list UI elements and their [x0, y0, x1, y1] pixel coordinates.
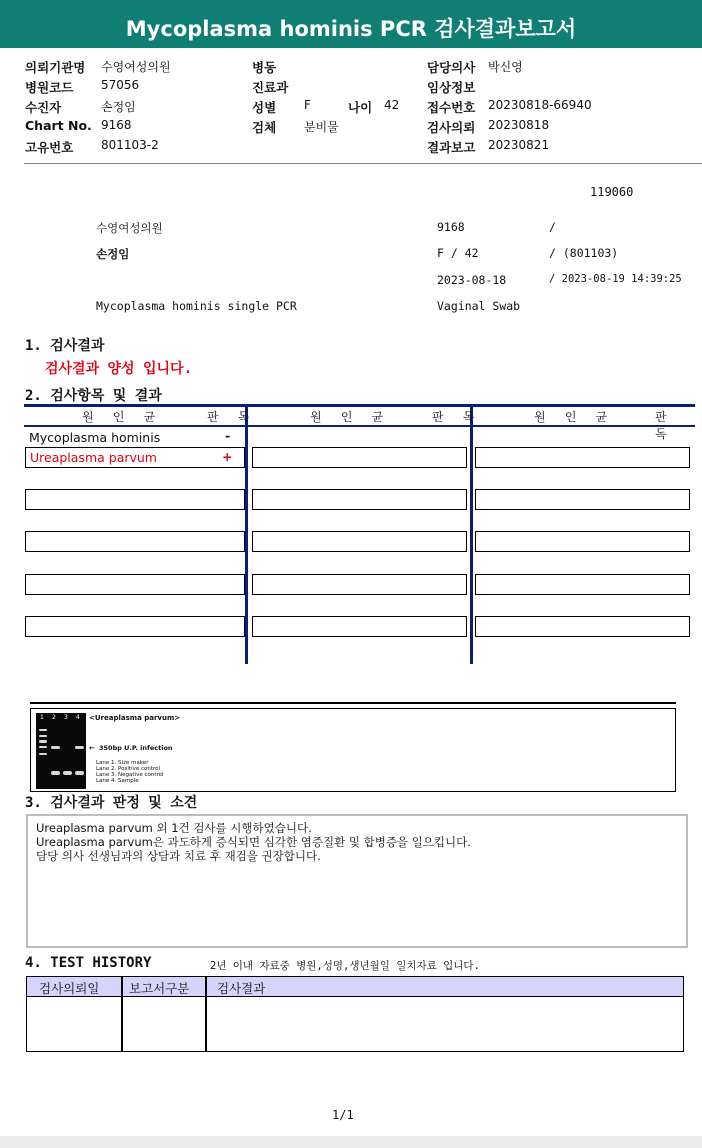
header-right: [427, 56, 687, 156]
gel-band: [75, 771, 84, 775]
result-cell-empty: [475, 616, 690, 637]
comment-line: 담당 의사 선생님과의 상담과 치료 후 재검을 권장합니다.: [36, 849, 321, 863]
gel-legend-item: Lane 1. Size maker: [96, 760, 149, 766]
col-header-judgement-3: 판 독: [655, 410, 673, 441]
history-col-divider: [205, 977, 207, 1051]
result-cell-empty: [25, 489, 245, 510]
result-cell-empty: [252, 447, 467, 468]
gel-band: [39, 735, 47, 737]
section4-title: 4. TEST HISTORY: [25, 955, 152, 971]
value-specimen: 분비물: [304, 120, 339, 134]
result-name-ureaplasma-parvum: Ureaplasma parvum: [30, 450, 157, 465]
summary-slash: /: [549, 220, 556, 234]
gel-top-rule: [30, 702, 676, 704]
summary-chart: 9168: [437, 220, 465, 234]
value-requesting-institution: 수영여성의원: [101, 60, 171, 74]
section1-title: 1. 검사결과: [25, 338, 105, 354]
history-col-request-date: 검사의뢰일: [39, 981, 100, 996]
result-table-divider-1: [245, 404, 248, 664]
summary-specimen: Vaginal Swab: [437, 299, 521, 313]
label-attending-doctor: 담당의사: [427, 60, 476, 75]
summary-report-datetime: / 2023-08-19 14:39:25: [549, 273, 682, 285]
summary-sex-age: F / 42: [437, 246, 479, 260]
result-table-divider-2: [470, 404, 473, 664]
value-attending-doctor: 박신영: [488, 60, 523, 74]
history-note: 2년 이내 자료중 병원,성명,생년월일 일치자료 입니다.: [210, 960, 480, 972]
label-chart-no: Chart No.: [25, 118, 92, 133]
result-positive-text: 검사결과 양성 입니다.: [45, 361, 193, 377]
label-ward: 병동: [252, 60, 277, 75]
result-cell-empty: [252, 616, 467, 637]
header-middle: [252, 56, 422, 136]
gel-legend-item: Lane 2. Positive control: [96, 766, 161, 772]
col-header-judgement-1: 판 독: [207, 410, 256, 424]
label-age: 나이: [348, 100, 373, 115]
label-hospital-code: 병원코드: [25, 80, 74, 95]
summary-patient: 손정임: [96, 247, 130, 261]
report-title: Mycoplasma hominis PCR 검사결과보고서: [0, 0, 702, 48]
history-col-divider: [121, 977, 123, 1051]
gel-legend-item: Lane 3. Negative control: [96, 772, 164, 778]
label-sex: 성별: [252, 100, 277, 115]
label-clinical-info: 임상정보: [427, 80, 476, 95]
summary-request-date: 2023-08-18: [437, 273, 507, 287]
result-cell-ureaplasma-parvum: [25, 447, 245, 468]
gel-lane-number: 3: [64, 714, 68, 721]
value-receipt-no: 20230818-66940: [488, 98, 592, 112]
section2-title: 2. 검사항목 및 결과: [25, 388, 162, 404]
gel-lane-number: 2: [52, 714, 56, 721]
value-sex: F: [304, 98, 311, 112]
result-name-mycoplasma-hominis: Mycoplasma hominis: [29, 430, 161, 445]
gel-band: [63, 771, 72, 775]
col-header-pathogen-2: 원 인 균: [310, 410, 390, 424]
result-cell-empty: [252, 489, 467, 510]
result-cell-empty: [252, 531, 467, 552]
gel-band: [39, 753, 47, 755]
label-requesting-institution: 의뢰기관명: [25, 60, 86, 75]
gel-legend-item: Lane 4. Sample: [96, 778, 139, 784]
result-table-top-border: [24, 404, 695, 407]
gel-lane-number: 1: [40, 714, 44, 721]
value-report-date: 20230821: [488, 138, 550, 152]
comments-box: [26, 814, 688, 948]
gel-arrow-icon: ←: [89, 744, 95, 752]
value-age: 42: [384, 98, 400, 112]
result-cell-empty: [475, 489, 690, 510]
col-header-judgement-2: 판 독: [432, 410, 481, 424]
label-report-date: 결과보고: [427, 140, 476, 155]
summary-id: / (801103): [549, 246, 619, 260]
result-cell-empty: [25, 616, 245, 637]
summary-code: 119060: [590, 185, 634, 199]
gel-title: <Ureaplasma parvum>: [89, 714, 181, 722]
result-cell-empty: [475, 447, 690, 468]
result-mark-ureaplasma-parvum: +: [222, 449, 233, 464]
result-cell-empty: [475, 574, 690, 595]
page-number: 1/1: [332, 1108, 354, 1122]
summary-clinic: 수영여성의원: [96, 221, 163, 235]
gel-lane-number: 4: [76, 714, 80, 721]
gel-band: [39, 729, 47, 731]
label-request-date: 검사의뢰: [427, 120, 476, 135]
gel-band: [51, 771, 60, 775]
history-col-result: 검사결과: [217, 981, 266, 996]
value-chart-no: 9168: [101, 118, 132, 132]
col-header-pathogen-1: 원 인 균: [82, 410, 162, 424]
result-cell-empty: [252, 574, 467, 595]
label-specimen: 검체: [252, 120, 277, 135]
gel-band: [51, 746, 60, 749]
result-cell-empty: [475, 531, 690, 552]
header-left: [25, 56, 255, 156]
history-table-header: [27, 977, 683, 997]
result-cell-empty: [25, 531, 245, 552]
gel-band-label: 350bp U.P. infection: [99, 744, 173, 752]
gel-band: [39, 746, 47, 748]
gel-band: [75, 746, 84, 749]
col-header-pathogen-3: 원 인 균: [534, 410, 614, 424]
footer-band: [0, 1136, 702, 1148]
value-hospital-code: 57056: [101, 78, 140, 92]
history-col-report-type: 보고서구분: [129, 981, 190, 996]
value-unique-id: 801103-2: [101, 138, 159, 152]
value-request-date: 20230818: [488, 118, 550, 132]
gel-band: [39, 740, 47, 743]
result-mark-mycoplasma-hominis: -: [225, 428, 231, 443]
comment-line: Ureaplasma parvum은 과도하게 증식되면 심각한 염증질환 및 합병증을 일으킵니다.: [36, 835, 471, 849]
label-receipt-no: 접수번호: [427, 100, 476, 115]
summary-test-name: Mycoplasma hominis single PCR: [96, 299, 297, 313]
result-table-header-border: [24, 425, 695, 427]
label-patient: 수진자: [25, 100, 62, 115]
label-department: 진료과: [252, 80, 289, 95]
comment-line: Ureaplasma parvum 외 1건 검사를 시행하였습니다.: [36, 821, 312, 835]
history-table: [26, 976, 684, 1052]
gel-electrophoresis-image: [36, 713, 86, 789]
value-patient: 손정임: [101, 100, 136, 114]
section3-title: 3. 검사결과 판정 및 소견: [25, 795, 198, 811]
header-divider: [24, 163, 702, 164]
label-unique-id: 고유번호: [25, 140, 74, 155]
result-cell-empty: [25, 574, 245, 595]
gel-legend: [96, 760, 164, 784]
